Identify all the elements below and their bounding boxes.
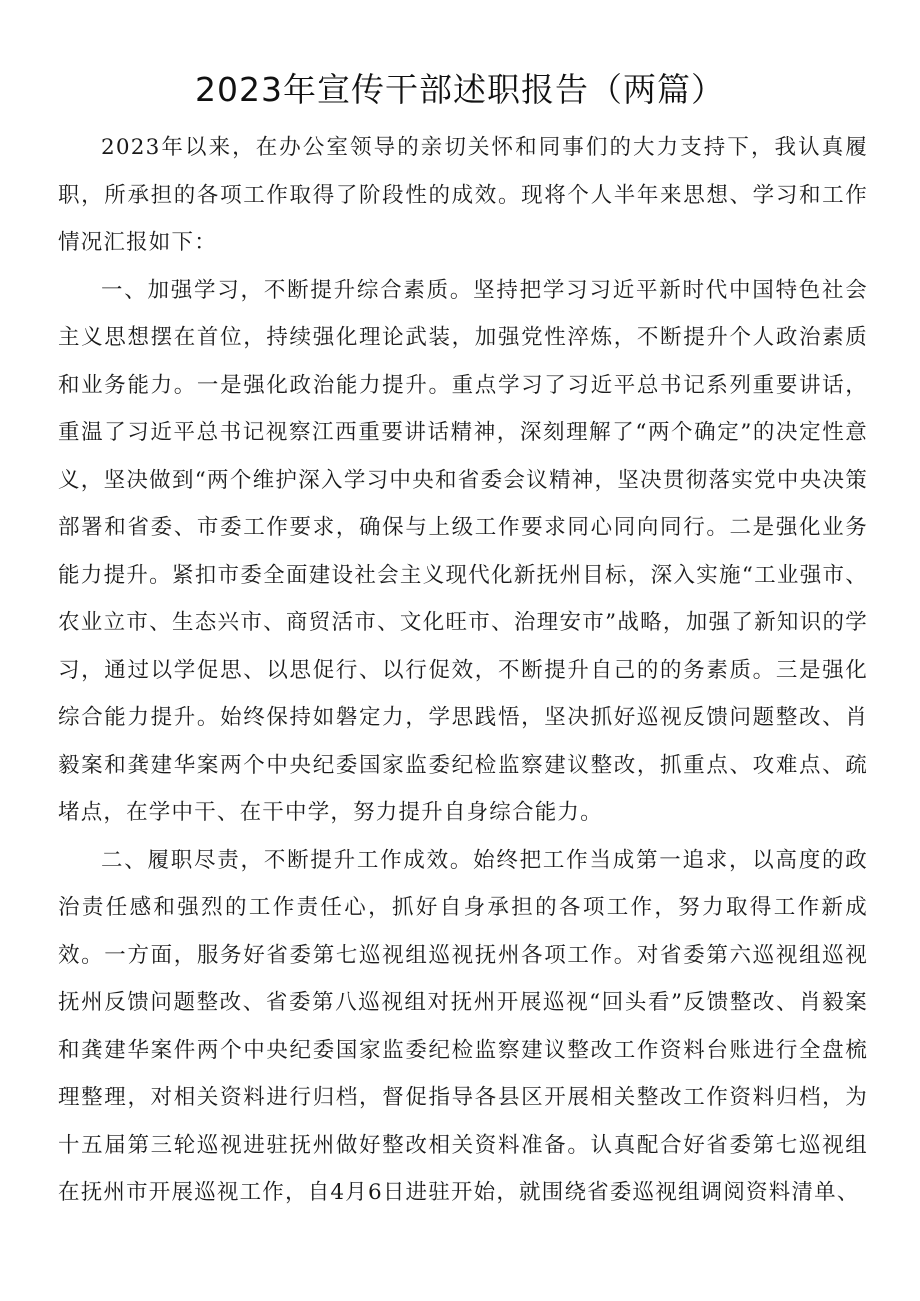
paragraph-section-one: 一、加强学习，不断提升综合素质。坚持把学习习近平新时代中国特色社会主义思想摆在首位，持续强化理论武装，加强党性淬炼，不断提升个人政治素质和业务能力。一是强化政治能力提升。重点学习了习近平总书记系列重要讲话，重温了习近平总书记视察江西重要讲话精神，深刻理解了“两个确定”的决定性意义，坚决做到“两个维护深入学习中央和省委会议精神，坚决贯彻落实党中央决策部署和省委、市委工作要求，确保与上级工作要求同心同向同行。二是强化业务能力提升。紧扣市委全面建设社会主义现代化新抚州目标，深入实施“工业强市、农业立市、生态兴市、商贸活市、文化旺市、治理安市”战略，加强了新知识的学习，通过以学促思、以思促行、以行促效，不断提升自己的的务素质。三是强化综合能力提升。始终保持如磐定力，学思践悟，坚决抓好巡视反馈问题整改、肖毅案和龚建华案两个中央纪委国家监委纪检监察建议整改，抓重点、攻难点、疏堵点，在学中干、在干中学，努力提升自身综合能力。 (58, 277, 868, 825)
paragraph-section-two: 二、履职尽责，不断提升工作成效。始终把工作当成第一追求，以高度的政治责任感和强烈的工作责任心，抓好自身承担的各项工作，努力取得工作新成效。一方面，服务好省委第七巡视组巡视抚州各项工作。对省委第六巡视组巡视抚州反馈问题整改、省委第八巡视组对抚州开展巡视“回头看”反馈整改、肖毅案和龚建华案件两个中央纪委国家监委纪检监察建议整改工作资料台账进行全盘梳理整理，对相关资料进行归档，督促指导各县区开展相关整改工作资料归档，为十五届第三轮巡视进驻抚州做好整改相关资料准备。认真配合好省委第七巡视组在抚州市开展巡视工作，自4月6日进驻开始，就围绕省委巡视组调阅资料清单、 (58, 847, 868, 1205)
paragraph-intro: 2023年以来，在办公室领导的亲切关怀和同事们的大力支持下，我认真履职，所承担的各项工作取得了阶段性的成效。现将个人半年来思想、学习和工作情况汇报如下： (58, 135, 868, 255)
document-title: 2023年宣传干部述职报告（两篇） (195, 70, 725, 109)
document-body (58, 124, 868, 1217)
